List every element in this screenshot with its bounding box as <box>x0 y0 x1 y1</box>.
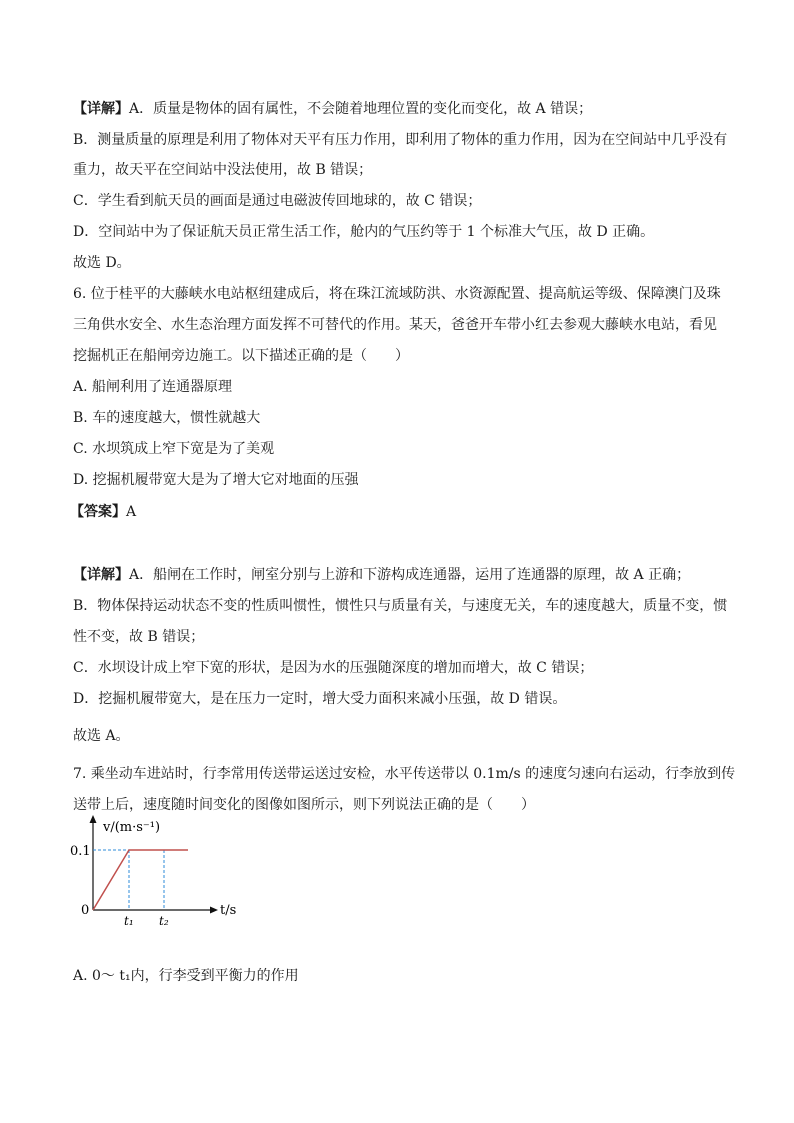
option-a: A. 船闸利用了连通器原理 <box>73 379 233 395</box>
y-axis-label: v/(m·s⁻¹) <box>103 820 161 835</box>
option-b: B. 车的速度越大，惯性就越大 <box>73 410 261 426</box>
detail-line-1: 【详解】A．质量是物体的固有属性，不会随着地理位置的变化而变化，故 A 错误； <box>73 101 593 117</box>
detail2-conclusion: 故选 A。 <box>73 728 130 744</box>
y-axis-arrow <box>90 815 97 823</box>
x-axis-label: t/s <box>220 903 237 918</box>
question-6-stem-1: 6. 位于桂平的大藤峡水电站枢纽建成后，将在珠江流域防洪、水资源配置、提高航运等级、保障澳门及珠 <box>73 286 721 302</box>
y-tick-label: 0.1 <box>70 844 91 859</box>
x-tick-label-t1: t₁ <box>124 914 134 928</box>
answer-tag: 【答案】 <box>70 504 126 520</box>
detail2-line-4: C．水坝设计成上窄下宽的形状，是因为水的压强随深度的增加而增大，故 C 错误； <box>73 660 594 676</box>
detail2-tag: 【详解】 <box>73 567 129 583</box>
detail-tag: 【详解】 <box>73 101 129 117</box>
detail2-line-5: D．挖掘机履带宽大，是在压力一定时，增大受力面积来减小压强，故 D 错误。 <box>73 691 567 707</box>
x-tick-label-t2: t₂ <box>159 914 169 928</box>
detail-line-2: B．测量质量的原理是利用了物体对天平有压力作用，即利用了物体的重力作用，因为在空间站中几乎没有 <box>73 132 728 148</box>
question-6-stem-3: 挖掘机正在船闸旁边施工。以下描述正确的是（ ） <box>73 348 409 364</box>
question-7-stem-1: 7. 乘坐动车进站时，行李常用传送带运送过安检，水平传送带以 0.1m/s 的速度匀速向右运动，行李放到传 <box>73 766 736 782</box>
detail2-line-2: B．物体保持运动状态不变的性质叫惯性，惯性只与质量有关，与速度无关，车的速度越大，质量不变，惯 <box>73 598 728 614</box>
detail-line-5: D．空间站中为了保证航天员正常生活工作，舱内的气压约等于 1 个标准大气压，故 D 正确。 <box>73 224 655 240</box>
detail2-line-1: 【详解】A．船闸在工作时，闸室分别与上游和下游构成连通器，运用了连通器的原理，故 A 正确； <box>73 567 691 583</box>
detail-line-3: 重力，故天平在空间站中没法使用，故 B 错误； <box>73 162 373 178</box>
velocity-time-graph <box>70 812 250 930</box>
question-7-option-a: A. 0～ t₁内，行李受到平衡力的作用 <box>73 968 299 984</box>
x-axis-arrow <box>210 907 218 914</box>
detail-line-4: C．学生看到航天员的画面是通过电磁波传回地球的，故 C 错误； <box>73 193 482 209</box>
question-6-stem-2: 三角供水安全、水生态治理方面发挥不可替代的作用。某天，爸爸开车带小红去参观大藤峡水电站，看见 <box>73 317 717 333</box>
origin-label: 0 <box>81 903 90 918</box>
answer-line <box>70 502 136 522</box>
question-7-stem-2: 送带上后，速度随时间变化的图像如图所示，则下列说法正确的是（ ） <box>73 797 535 813</box>
option-c: C. 水坝筑成上窄下宽是为了美观 <box>73 441 275 457</box>
answer-value: A <box>126 504 137 520</box>
detail2-line-3: 性不变，故 B 错误； <box>73 629 205 645</box>
option-d: D. 挖掘机履带宽大是为了增大它对地面的压强 <box>73 472 359 488</box>
velocity-series-line <box>93 850 188 910</box>
detail-conclusion: 故选 D。 <box>73 255 131 271</box>
